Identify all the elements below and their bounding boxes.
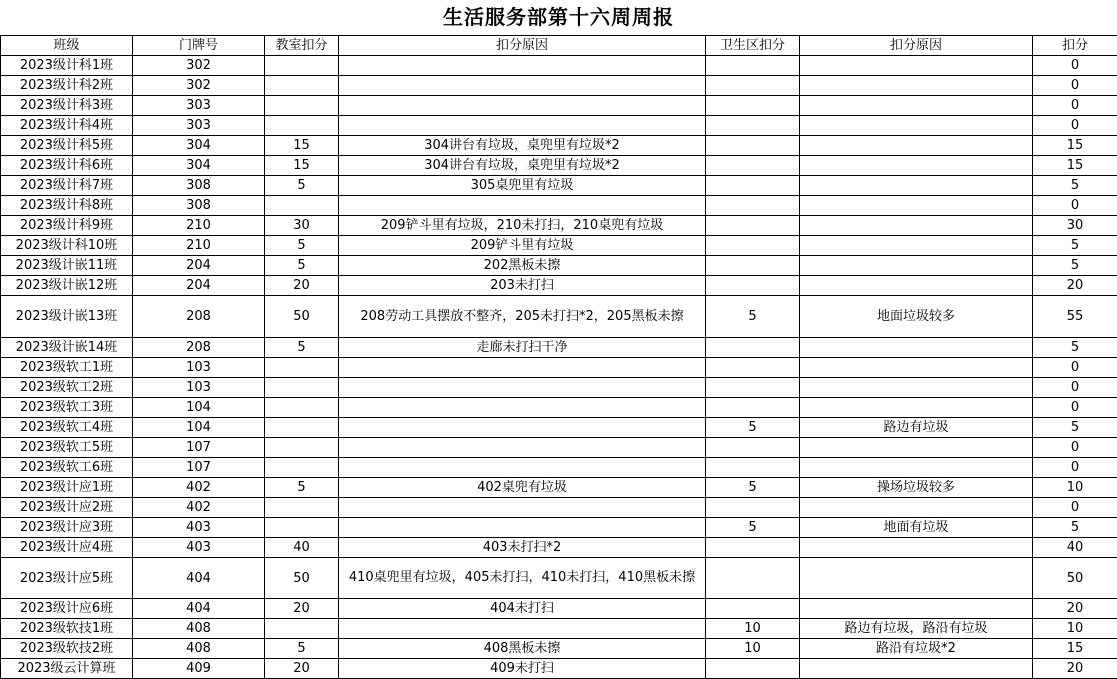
- table-row: [1, 639, 1117, 659]
- class-cell[interactable]: 2023级软技2班: [1, 639, 133, 659]
- room-cell[interactable]: 210: [133, 236, 265, 256]
- total-cell[interactable]: 5: [1033, 176, 1117, 196]
- total-cell[interactable]: 0: [1033, 76, 1117, 96]
- header-class[interactable]: 班级: [1, 36, 133, 56]
- hygiene-reason-cell[interactable]: [800, 96, 1033, 116]
- classroom-deduct-cell[interactable]: 40: [265, 538, 339, 558]
- hygiene-deduct-cell[interactable]: [706, 156, 800, 176]
- classroom-reason-cell[interactable]: 304讲台有垃圾，桌兜里有垃圾*2: [339, 156, 706, 176]
- classroom-reason-cell[interactable]: 209铲斗里有垃圾: [339, 236, 706, 256]
- room-cell[interactable]: 402: [133, 478, 265, 498]
- table-row: [1, 659, 1117, 679]
- table-row: [1, 156, 1117, 176]
- hygiene-reason-cell[interactable]: [800, 358, 1033, 378]
- hygiene-reason-cell[interactable]: [800, 196, 1033, 216]
- classroom-deduct-cell[interactable]: 5: [265, 176, 339, 196]
- hygiene-deduct-cell[interactable]: [706, 659, 800, 679]
- hygiene-deduct-cell[interactable]: [706, 96, 800, 116]
- classroom-reason-cell[interactable]: 410桌兜里有垃圾，405未打扫，410未打扫，410黑板未擦: [339, 558, 706, 599]
- table-row: [1, 236, 1117, 256]
- class-cell[interactable]: 2023级计科5班: [1, 136, 133, 156]
- hygiene-deduct-cell[interactable]: 10: [706, 639, 800, 659]
- room-cell[interactable]: 404: [133, 599, 265, 619]
- hygiene-reason-cell[interactable]: [800, 176, 1033, 196]
- total-cell[interactable]: 20: [1033, 599, 1117, 619]
- class-cell[interactable]: 2023级计嵌14班: [1, 338, 133, 358]
- classroom-deduct-cell[interactable]: 20: [265, 599, 339, 619]
- classroom-deduct-cell[interactable]: 30: [265, 216, 339, 236]
- hygiene-reason-cell[interactable]: [800, 398, 1033, 418]
- total-cell[interactable]: 55: [1033, 296, 1117, 338]
- hygiene-deduct-cell[interactable]: [706, 338, 800, 358]
- hygiene-deduct-cell[interactable]: [706, 358, 800, 378]
- classroom-deduct-cell[interactable]: [265, 458, 339, 478]
- classroom-deduct-cell[interactable]: [265, 378, 339, 398]
- table-row: [1, 619, 1117, 639]
- hygiene-reason-cell[interactable]: 路边有垃圾，路沿有垃圾: [800, 619, 1033, 639]
- hygiene-reason-cell[interactable]: [800, 498, 1033, 518]
- hygiene-reason-cell[interactable]: [800, 256, 1033, 276]
- hygiene-deduct-cell[interactable]: [706, 216, 800, 236]
- header-hygiene-deduct[interactable]: 卫生区扣分: [706, 36, 800, 56]
- classroom-reason-cell[interactable]: [339, 96, 706, 116]
- class-cell[interactable]: 2023级计科9班: [1, 216, 133, 236]
- room-cell[interactable]: 408: [133, 639, 265, 659]
- table-row: [1, 378, 1117, 398]
- hygiene-deduct-cell[interactable]: 10: [706, 619, 800, 639]
- table-row: [1, 176, 1117, 196]
- table-row: [1, 498, 1117, 518]
- hygiene-reason-cell[interactable]: [800, 76, 1033, 96]
- room-cell[interactable]: 302: [133, 76, 265, 96]
- hygiene-reason-cell[interactable]: [800, 56, 1033, 76]
- header-classroom-deduct[interactable]: 教室扣分: [265, 36, 339, 56]
- classroom-deduct-cell[interactable]: [265, 518, 339, 538]
- hygiene-deduct-cell[interactable]: [706, 458, 800, 478]
- classroom-reason-cell[interactable]: 402桌兜有垃圾: [339, 478, 706, 498]
- hygiene-deduct-cell[interactable]: [706, 176, 800, 196]
- classroom-deduct-cell[interactable]: [265, 56, 339, 76]
- hygiene-reason-cell[interactable]: [800, 276, 1033, 296]
- classroom-reason-cell[interactable]: [339, 358, 706, 378]
- classroom-reason-cell[interactable]: [339, 619, 706, 639]
- room-cell[interactable]: 402: [133, 498, 265, 518]
- report-title: 生活服务部第十六周周报: [443, 5, 674, 29]
- class-cell[interactable]: 2023级云计算班: [1, 659, 133, 679]
- room-cell[interactable]: 304: [133, 156, 265, 176]
- table-row: [1, 418, 1117, 438]
- class-cell[interactable]: 2023级计应6班: [1, 599, 133, 619]
- total-cell[interactable]: 0: [1033, 56, 1117, 76]
- table-row: [1, 438, 1117, 458]
- classroom-reason-cell[interactable]: 408黑板未擦: [339, 639, 706, 659]
- classroom-deduct-cell[interactable]: 15: [265, 156, 339, 176]
- room-cell[interactable]: 403: [133, 518, 265, 538]
- classroom-reason-cell[interactable]: 202黑板未擦: [339, 256, 706, 276]
- classroom-deduct-cell[interactable]: 20: [265, 276, 339, 296]
- class-cell[interactable]: 2023级计科8班: [1, 196, 133, 216]
- header-room[interactable]: 门牌号: [133, 36, 265, 56]
- class-cell[interactable]: 2023级软工3班: [1, 398, 133, 418]
- classroom-deduct-cell[interactable]: 5: [265, 478, 339, 498]
- total-cell[interactable]: 0: [1033, 358, 1117, 378]
- hygiene-reason-cell[interactable]: [800, 438, 1033, 458]
- classroom-reason-cell[interactable]: [339, 56, 706, 76]
- class-cell[interactable]: 2023级计嵌13班: [1, 296, 133, 338]
- class-cell[interactable]: 2023级计应4班: [1, 538, 133, 558]
- table-body: [1, 56, 1117, 679]
- hygiene-reason-cell[interactable]: [800, 659, 1033, 679]
- total-cell[interactable]: 50: [1033, 558, 1117, 599]
- room-cell[interactable]: 302: [133, 56, 265, 76]
- table-row: [1, 56, 1117, 76]
- hygiene-deduct-cell[interactable]: [706, 438, 800, 458]
- class-cell[interactable]: 2023级计应3班: [1, 518, 133, 538]
- hygiene-reason-cell[interactable]: 路边有垃圾: [800, 418, 1033, 438]
- total-cell[interactable]: 20: [1033, 659, 1117, 679]
- room-cell[interactable]: 409: [133, 659, 265, 679]
- class-cell[interactable]: 2023级计应2班: [1, 498, 133, 518]
- total-cell[interactable]: 5: [1033, 236, 1117, 256]
- room-cell[interactable]: 104: [133, 418, 265, 438]
- hygiene-reason-cell[interactable]: [800, 136, 1033, 156]
- table-row: [1, 599, 1117, 619]
- classroom-deduct-cell[interactable]: 50: [265, 296, 339, 338]
- classroom-reason-cell[interactable]: [339, 418, 706, 438]
- total-cell[interactable]: 0: [1033, 498, 1117, 518]
- classroom-deduct-cell[interactable]: 20: [265, 659, 339, 679]
- total-cell[interactable]: 0: [1033, 458, 1117, 478]
- table-row: [1, 338, 1117, 358]
- room-cell[interactable]: 208: [133, 338, 265, 358]
- class-cell[interactable]: 2023级软工5班: [1, 438, 133, 458]
- table-row: [1, 76, 1117, 96]
- classroom-deduct-cell[interactable]: 50: [265, 558, 339, 599]
- class-cell[interactable]: 2023级计科7班: [1, 176, 133, 196]
- header-row: [1, 36, 1117, 56]
- room-cell[interactable]: 204: [133, 276, 265, 296]
- hygiene-deduct-cell[interactable]: 5: [706, 418, 800, 438]
- hygiene-deduct-cell[interactable]: [706, 276, 800, 296]
- classroom-deduct-cell[interactable]: [265, 398, 339, 418]
- hygiene-reason-cell[interactable]: [800, 338, 1033, 358]
- table-row: [1, 358, 1117, 378]
- classroom-reason-cell[interactable]: 304讲台有垃圾，桌兜里有垃圾*2: [339, 136, 706, 156]
- classroom-deduct-cell[interactable]: 5: [265, 236, 339, 256]
- room-cell[interactable]: 308: [133, 196, 265, 216]
- total-cell[interactable]: 15: [1033, 156, 1117, 176]
- classroom-reason-cell[interactable]: 409未打扫: [339, 659, 706, 679]
- total-cell[interactable]: 5: [1033, 256, 1117, 276]
- class-cell[interactable]: 2023级软工6班: [1, 458, 133, 478]
- room-cell[interactable]: 303: [133, 116, 265, 136]
- class-cell[interactable]: 2023级计科10班: [1, 236, 133, 256]
- total-cell[interactable]: 10: [1033, 478, 1117, 498]
- classroom-reason-cell[interactable]: 208劳动工具摆放不整齐，205未打扫*2，205黑板未擦: [339, 296, 706, 338]
- room-cell[interactable]: 107: [133, 458, 265, 478]
- table-row: [1, 136, 1117, 156]
- hygiene-reason-cell[interactable]: 地面垃圾较多: [800, 296, 1033, 338]
- hygiene-reason-cell[interactable]: [800, 599, 1033, 619]
- room-cell[interactable]: 408: [133, 619, 265, 639]
- class-cell[interactable]: 2023级计嵌11班: [1, 256, 133, 276]
- room-cell[interactable]: 404: [133, 558, 265, 599]
- classroom-reason-cell[interactable]: 403未打扫*2: [339, 538, 706, 558]
- class-cell[interactable]: 2023级软技1班: [1, 619, 133, 639]
- report-table: [0, 35, 1117, 679]
- classroom-deduct-cell[interactable]: [265, 498, 339, 518]
- hygiene-deduct-cell[interactable]: [706, 56, 800, 76]
- room-cell[interactable]: 107: [133, 438, 265, 458]
- classroom-deduct-cell[interactable]: [265, 196, 339, 216]
- room-cell[interactable]: 103: [133, 358, 265, 378]
- table-row: [1, 216, 1117, 236]
- table-row: [1, 196, 1117, 216]
- total-cell[interactable]: 5: [1033, 338, 1117, 358]
- classroom-reason-cell[interactable]: 209铲斗里有垃圾，210未打扫，210桌兜有垃圾: [339, 216, 706, 236]
- room-cell[interactable]: 104: [133, 398, 265, 418]
- classroom-reason-cell[interactable]: 203未打扫: [339, 276, 706, 296]
- class-cell[interactable]: 2023级计应1班: [1, 478, 133, 498]
- header-total[interactable]: 扣分: [1033, 36, 1117, 56]
- total-cell[interactable]: 20: [1033, 276, 1117, 296]
- table-row: [1, 96, 1117, 116]
- hygiene-deduct-cell[interactable]: [706, 498, 800, 518]
- table-row: [1, 398, 1117, 418]
- room-cell[interactable]: 204: [133, 256, 265, 276]
- header-classroom-reason[interactable]: 扣分原因: [339, 36, 706, 56]
- table-row: [1, 256, 1117, 276]
- total-cell[interactable]: 0: [1033, 196, 1117, 216]
- classroom-deduct-cell[interactable]: [265, 438, 339, 458]
- table-row: [1, 276, 1117, 296]
- hygiene-deduct-cell[interactable]: [706, 558, 800, 599]
- hygiene-reason-cell[interactable]: 路沿有垃圾*2: [800, 639, 1033, 659]
- classroom-deduct-cell[interactable]: [265, 116, 339, 136]
- hygiene-deduct-cell[interactable]: [706, 256, 800, 276]
- classroom-deduct-cell[interactable]: [265, 76, 339, 96]
- hygiene-deduct-cell[interactable]: 5: [706, 296, 800, 338]
- total-cell[interactable]: 15: [1033, 639, 1117, 659]
- table-row: [1, 538, 1117, 558]
- classroom-reason-cell[interactable]: [339, 196, 706, 216]
- hygiene-reason-cell[interactable]: [800, 378, 1033, 398]
- classroom-deduct-cell[interactable]: [265, 619, 339, 639]
- hygiene-deduct-cell[interactable]: 5: [706, 518, 800, 538]
- classroom-reason-cell[interactable]: [339, 378, 706, 398]
- classroom-deduct-cell[interactable]: 5: [265, 639, 339, 659]
- class-cell[interactable]: 2023级计科2班: [1, 76, 133, 96]
- table-row: [1, 478, 1117, 498]
- hygiene-deduct-cell[interactable]: [706, 599, 800, 619]
- hygiene-reason-cell[interactable]: 操场垃圾较多: [800, 478, 1033, 498]
- classroom-reason-cell[interactable]: [339, 438, 706, 458]
- class-cell[interactable]: 2023级计应5班: [1, 558, 133, 599]
- room-cell[interactable]: 208: [133, 296, 265, 338]
- classroom-reason-cell[interactable]: [339, 398, 706, 418]
- classroom-reason-cell[interactable]: [339, 458, 706, 478]
- classroom-reason-cell[interactable]: 305桌兜里有垃圾: [339, 176, 706, 196]
- total-cell[interactable]: 15: [1033, 136, 1117, 156]
- class-cell[interactable]: 2023级软工2班: [1, 378, 133, 398]
- classroom-deduct-cell[interactable]: 15: [265, 136, 339, 156]
- total-cell[interactable]: 0: [1033, 438, 1117, 458]
- classroom-reason-cell[interactable]: [339, 116, 706, 136]
- hygiene-deduct-cell[interactable]: [706, 136, 800, 156]
- classroom-deduct-cell[interactable]: 5: [265, 256, 339, 276]
- table-row: [1, 558, 1117, 599]
- table-row: [1, 518, 1117, 538]
- total-cell[interactable]: 5: [1033, 518, 1117, 538]
- total-cell[interactable]: 0: [1033, 378, 1117, 398]
- table-row: [1, 296, 1117, 338]
- room-cell[interactable]: 303: [133, 96, 265, 116]
- classroom-deduct-cell[interactable]: [265, 96, 339, 116]
- room-cell[interactable]: 403: [133, 538, 265, 558]
- hygiene-deduct-cell[interactable]: [706, 236, 800, 256]
- table-row: [1, 458, 1117, 478]
- hygiene-reason-cell[interactable]: [800, 216, 1033, 236]
- class-cell[interactable]: 2023级计嵌12班: [1, 276, 133, 296]
- classroom-deduct-cell[interactable]: [265, 418, 339, 438]
- hygiene-deduct-cell[interactable]: [706, 538, 800, 558]
- classroom-reason-cell[interactable]: [339, 76, 706, 96]
- hygiene-deduct-cell[interactable]: [706, 378, 800, 398]
- room-cell[interactable]: 304: [133, 136, 265, 156]
- total-cell[interactable]: 10: [1033, 619, 1117, 639]
- classroom-reason-cell[interactable]: [339, 518, 706, 538]
- hygiene-reason-cell[interactable]: [800, 156, 1033, 176]
- class-cell[interactable]: 2023级软工4班: [1, 418, 133, 438]
- hygiene-deduct-cell[interactable]: 5: [706, 478, 800, 498]
- room-cell[interactable]: 308: [133, 176, 265, 196]
- hygiene-reason-cell[interactable]: [800, 538, 1033, 558]
- class-cell[interactable]: 2023级计科6班: [1, 156, 133, 176]
- hygiene-reason-cell[interactable]: [800, 236, 1033, 256]
- hygiene-deduct-cell[interactable]: [706, 116, 800, 136]
- class-cell[interactable]: 2023级计科4班: [1, 116, 133, 136]
- class-cell[interactable]: 2023级计科3班: [1, 96, 133, 116]
- hygiene-reason-cell[interactable]: [800, 458, 1033, 478]
- total-cell[interactable]: 0: [1033, 116, 1117, 136]
- classroom-reason-cell[interactable]: 走廊未打扫干净: [339, 338, 706, 358]
- classroom-reason-cell[interactable]: 404未打扫: [339, 599, 706, 619]
- room-cell[interactable]: 210: [133, 216, 265, 236]
- hygiene-reason-cell[interactable]: [800, 116, 1033, 136]
- hygiene-deduct-cell[interactable]: [706, 196, 800, 216]
- hygiene-reason-cell[interactable]: [800, 558, 1033, 599]
- total-cell[interactable]: 0: [1033, 398, 1117, 418]
- hygiene-deduct-cell[interactable]: [706, 398, 800, 418]
- classroom-reason-cell[interactable]: [339, 498, 706, 518]
- class-cell[interactable]: 2023级计科1班: [1, 56, 133, 76]
- classroom-deduct-cell[interactable]: [265, 358, 339, 378]
- classroom-deduct-cell[interactable]: 5: [265, 338, 339, 358]
- hygiene-reason-cell[interactable]: 地面有垃圾: [800, 518, 1033, 538]
- total-cell[interactable]: 40: [1033, 538, 1117, 558]
- table-row: [1, 116, 1117, 136]
- total-cell[interactable]: 30: [1033, 216, 1117, 236]
- room-cell[interactable]: 103: [133, 378, 265, 398]
- header-hygiene-reason[interactable]: 扣分原因: [800, 36, 1033, 56]
- total-cell[interactable]: 5: [1033, 418, 1117, 438]
- hygiene-deduct-cell[interactable]: [706, 76, 800, 96]
- class-cell[interactable]: 2023级软工1班: [1, 358, 133, 378]
- total-cell[interactable]: 0: [1033, 96, 1117, 116]
